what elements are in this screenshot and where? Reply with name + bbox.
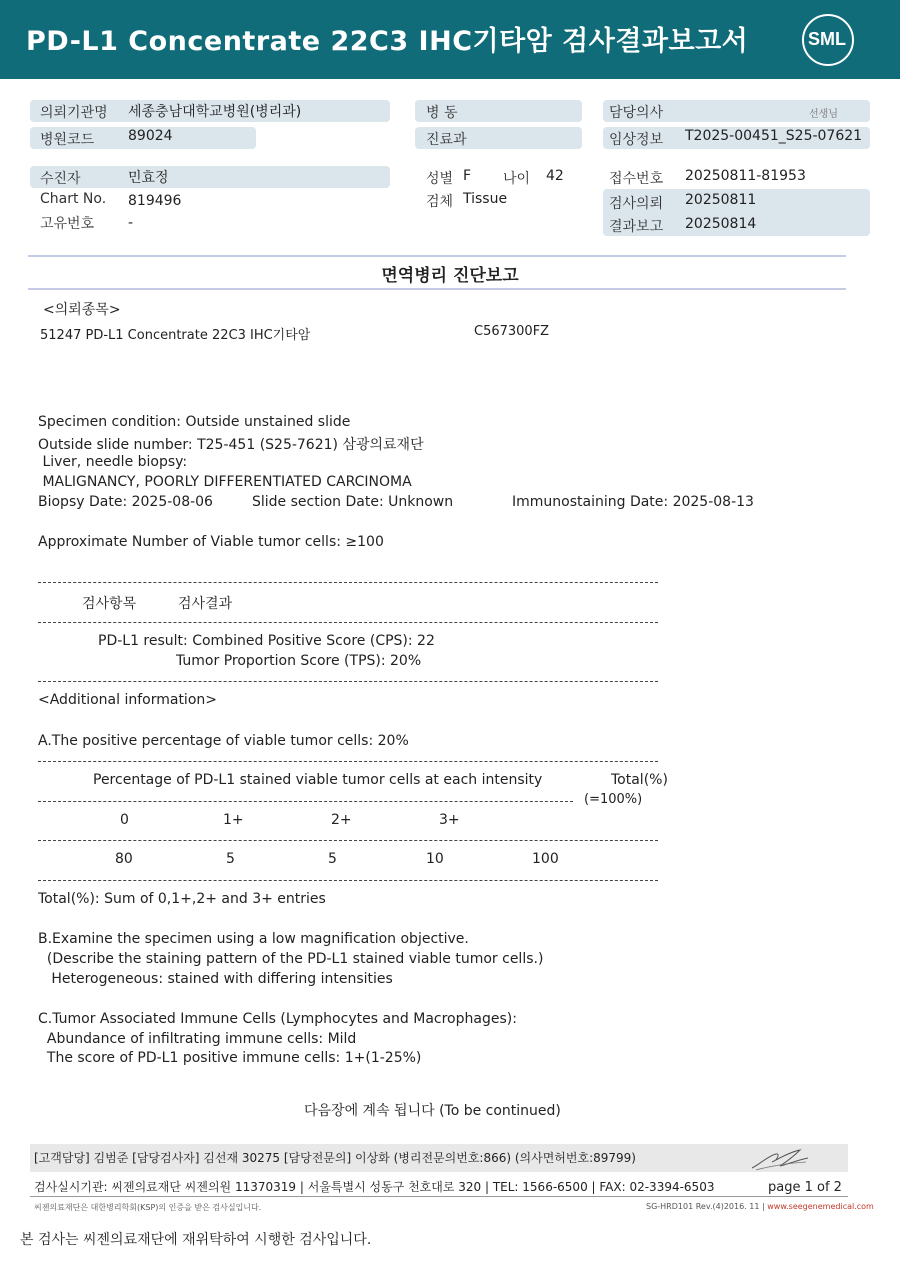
report-value: 20250814 bbox=[685, 216, 757, 232]
request-item: 51247 PD-L1 Concentrate 22C3 IHC기타암 bbox=[40, 328, 311, 343]
intensity-value: 5 bbox=[328, 851, 337, 867]
intensity-total: 100 bbox=[532, 851, 559, 867]
dashed-rule bbox=[38, 582, 658, 583]
report-title: PD-L1 Concentrate 22C3 IHC기타암 검사결과보고서 bbox=[26, 26, 749, 57]
viable-cells: Approximate Number of Viable tumor cells: ≥100 bbox=[38, 534, 384, 550]
receipt-value: 20250811-81953 bbox=[685, 168, 806, 184]
clinical-label: 임상정보 bbox=[609, 132, 664, 148]
dept-label: 진료과 bbox=[426, 132, 467, 148]
additional-info: <Additional information> bbox=[38, 692, 217, 708]
col-result: 검사결과 bbox=[178, 596, 233, 612]
intensity-header: Percentage of PD-L1 stained viable tumor cells at each intensity bbox=[93, 772, 543, 788]
page-number: page 1 of 2 bbox=[768, 1180, 842, 1195]
section-rule-top bbox=[28, 255, 846, 257]
dashed-rule bbox=[38, 801, 573, 802]
tps-result: Tumor Proportion Score (TPS): 20% bbox=[176, 653, 422, 669]
request-heading: <의뢰종목> bbox=[43, 302, 121, 318]
address-line: 검사실시기관: 씨젠의료재단 씨젠의원 11370319 | 서울특별시 성동구 천호대로 320 | TEL: 1566-6500 | FAX: 02-3394-6503 bbox=[34, 1180, 715, 1194]
dashed-rule bbox=[38, 880, 658, 881]
receipt-label: 접수번호 bbox=[609, 171, 664, 187]
intensity-col: 2+ bbox=[331, 812, 352, 828]
request-code: C567300FZ bbox=[474, 324, 550, 339]
biopsy-date: Biopsy Date: 2025-08-06 bbox=[38, 494, 213, 510]
dashed-rule bbox=[38, 622, 658, 623]
b-line-3: Heterogeneous: stained with differing intensities bbox=[38, 971, 393, 987]
malignancy-line: MALIGNANCY, POORLY DIFFERENTIATED CARCINOMA bbox=[38, 474, 412, 490]
specimen-condition: Specimen condition: Outside unstained slide bbox=[38, 414, 351, 430]
dashed-rule bbox=[38, 840, 658, 841]
section-rule-bottom bbox=[28, 288, 846, 290]
total-sub: (=100%) bbox=[584, 792, 643, 807]
patient-label: 수진자 bbox=[40, 171, 81, 187]
patient-value: 민효정 bbox=[128, 170, 169, 186]
intensity-value: 10 bbox=[426, 851, 444, 867]
chart-value: 819496 bbox=[128, 193, 182, 209]
liver-line: Liver, needle biopsy: bbox=[38, 454, 188, 470]
age-label: 나이 bbox=[503, 171, 531, 187]
chart-label: Chart No. bbox=[40, 191, 107, 207]
clinical-value: T2025-00451_S25-07621 bbox=[685, 128, 863, 144]
request-value: 20250811 bbox=[685, 192, 757, 208]
b-line-1: B.Examine the specimen using a low magnification objective. bbox=[38, 931, 469, 947]
staff-bar bbox=[30, 1144, 848, 1172]
sex-value: F bbox=[463, 168, 472, 184]
total-note: Total(%): Sum of 0,1+,2+ and 3+ entries bbox=[38, 891, 326, 907]
hospital-code-value: 89024 bbox=[128, 128, 173, 144]
website-link[interactable]: www.seegenemedical.com bbox=[767, 1202, 874, 1211]
dashed-rule bbox=[38, 761, 658, 762]
outside-slide: Outside slide number: T25-451 (S25-7621) 삼광의료재단 bbox=[38, 437, 424, 453]
specimen-value: Tissue bbox=[463, 191, 508, 207]
form-code bbox=[646, 1202, 874, 1211]
institution-label: 의뢰기관명 bbox=[40, 105, 108, 121]
immuno-date: Immunostaining Date: 2025-08-13 bbox=[512, 494, 754, 510]
doctor-label: 담당의사 bbox=[609, 105, 664, 121]
unique-value: - bbox=[128, 215, 134, 231]
intensity-col: 0 bbox=[120, 812, 129, 828]
hospital-code-label: 병원코드 bbox=[40, 132, 95, 148]
staff-line: [고객담당] 김범준 [담당검사자] 김선재 30275 [담당전문의] 이상화 (병리전문의번호:866) (의사면허번호:89799) bbox=[34, 1151, 636, 1165]
certification-note: 씨젠의료재단은 대한병리학회(KSP)의 인증을 받은 검사실입니다. bbox=[34, 1203, 262, 1212]
b-line-2: (Describe the staining pattern of the PD-L1 stained viable tumor cells.) bbox=[38, 951, 544, 967]
request-label: 검사의뢰 bbox=[609, 196, 664, 212]
unique-label: 고유번호 bbox=[40, 216, 95, 232]
ward-label: 병 동 bbox=[426, 105, 458, 121]
c-line-3: The score of PD-L1 positive immune cells: 1+(1-25%) bbox=[38, 1050, 422, 1066]
total-header: Total(%) bbox=[611, 772, 668, 788]
doctor-suffix: 선생님 bbox=[809, 109, 838, 120]
bottom-note: 본 검사는 씨젠의료재단에 재위탁하여 시행한 검사입니다. bbox=[20, 1232, 372, 1248]
intensity-col: 1+ bbox=[223, 812, 244, 828]
dashed-rule bbox=[38, 681, 658, 682]
signature-mark bbox=[750, 1146, 812, 1172]
intensity-col: 3+ bbox=[439, 812, 460, 828]
institution-value: 세종충남대학교병원(병리과) bbox=[128, 104, 302, 120]
section-title: 면역병리 진단보고 bbox=[381, 266, 519, 286]
cps-result: PD-L1 result: Combined Positive Score (CPS): 22 bbox=[98, 633, 435, 649]
intensity-value: 80 bbox=[115, 851, 133, 867]
sex-label: 성별 bbox=[426, 171, 454, 187]
specimen-label: 검체 bbox=[426, 194, 454, 210]
form-code-text: SG-HRD101 Rev.(4)2016. 11 | bbox=[646, 1202, 768, 1211]
report-label: 결과보고 bbox=[609, 219, 664, 235]
sml-logo bbox=[800, 12, 856, 68]
a-line: A.The positive percentage of viable tumor cells: 20% bbox=[38, 733, 409, 749]
logo-text: SML bbox=[808, 29, 846, 49]
intensity-value: 5 bbox=[226, 851, 235, 867]
section-date: Slide section Date: Unknown bbox=[252, 494, 454, 510]
continued-note: 다음장에 계속 됩니다 (To be continued) bbox=[304, 1103, 561, 1119]
report-header bbox=[0, 0, 900, 79]
address-rule bbox=[30, 1196, 848, 1197]
age-value: 42 bbox=[546, 168, 564, 184]
c-line-1: C.Tumor Associated Immune Cells (Lymphocytes and Macrophages): bbox=[38, 1011, 517, 1027]
patient-bar bbox=[30, 166, 390, 188]
c-line-2: Abundance of infiltrating immune cells: Mild bbox=[38, 1031, 357, 1047]
col-item: 검사항목 bbox=[82, 596, 137, 612]
